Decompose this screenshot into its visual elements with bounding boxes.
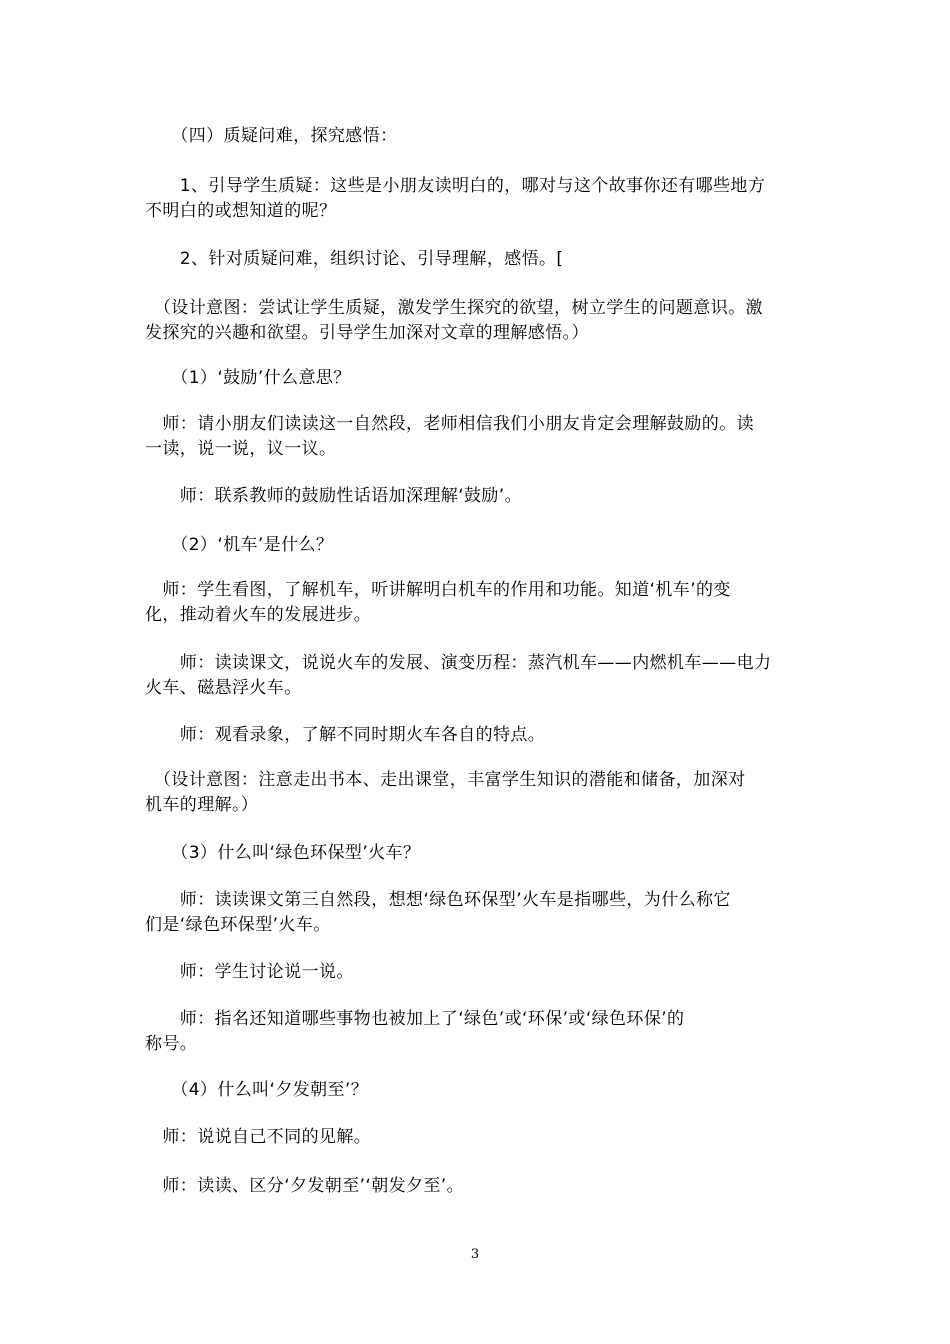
text-line: 发探究的兴趣和欲望。引导学生加深对文章的理解感悟。） [145,323,589,343]
text-line: 师：联系教师的鼓励性话语加深理解‘鼓励’。 [145,486,523,506]
paragraph-teacher-8 [145,1007,815,1057]
paragraph-teacher-6 [145,888,815,938]
paragraph-teacher-7 [145,960,815,985]
text-line: 师：指名还知道哪些事物也被加上了‘绿色’或‘环保’或‘绿色环保’的 [145,1009,685,1029]
paragraph-2 [145,247,815,272]
text-line: （四）质疑问难，探究感悟： [145,126,398,146]
paragraph-teacher-1 [145,412,815,462]
paragraph-question-3 [145,841,815,866]
paragraph-design-intent-1 [145,296,815,346]
text-line: 1、引导学生质疑：这些是小朋友读明白的，哪对与这个故事你还有哪些地方 [145,176,766,196]
text-line: 不明白的或想知道的呢？ [145,201,337,221]
text-line: 师：学生看图，了解机车，听讲解明白机车的作用和功能。知道‘机车’的变 [145,580,731,600]
paragraph-teacher-4 [145,651,815,701]
text-line: 2、针对质疑问难，组织讨论、引导理解，感悟。[ [145,249,564,269]
text-line: 师：说说自己不同的见解。 [145,1127,372,1147]
text-line: 师：读读课文，说说火车的发展、演变历程：蒸汽机车——内燃机车——电力 [145,653,772,673]
text-line: （3）什么叫‘绿色环保型’火车？ [145,843,421,863]
text-line: （1）‘鼓励’什么意思？ [145,368,351,388]
text-line: （设计意图：注意走出书本、走出课堂，丰富学生知识的潜能和储备，加深对 [145,770,746,790]
text-line: 师：读读、区分‘夕发朝至’‘朝发夕至’。 [145,1176,465,1196]
paragraph-1 [145,174,815,224]
paragraph-question-2 [145,533,815,558]
text-line: 机车的理解。） [145,795,259,815]
paragraph-design-intent-2 [145,768,815,818]
text-line: 师：观看录象，了解不同时期火车各自的特点。 [145,725,546,745]
text-line: 师：学生讨论说一说。 [145,962,354,982]
text-line: 化，推动着火车的发展进步。 [145,605,372,625]
paragraph-question-1 [145,366,815,391]
text-line: （设计意图：尝试让学生质疑，激发学生探究的欲望，树立学生的问题意识。激 [145,298,763,318]
paragraph-teacher-3 [145,578,815,628]
paragraph-section-heading [145,124,815,149]
text-line: 称号。 [145,1034,198,1054]
paragraph-question-4 [145,1078,815,1103]
text-line: 师：请小朋友们读读这一自然段，老师相信我们小朋友肯定会理解鼓励的。读 [145,414,754,434]
text-line: 师：读读课文第三自然段，想想‘绿色环保型’火车是指哪些，为什么称它 [145,890,731,910]
paragraph-teacher-9 [145,1125,815,1150]
text-line: （4）什么叫‘夕发朝至’？ [145,1080,369,1100]
text-line: 火车、磁悬浮火车。 [145,678,302,698]
text-line: 们是‘绿色环保型’火车。 [145,915,331,935]
page-number: 3 [470,1247,480,1262]
paragraph-teacher-2 [145,484,815,509]
text-line: （2）‘机车’是什么？ [145,535,334,555]
text-line: 一读，说一说，议一议。 [145,439,337,459]
paragraph-teacher-10 [145,1174,815,1199]
paragraph-teacher-5 [145,723,815,748]
